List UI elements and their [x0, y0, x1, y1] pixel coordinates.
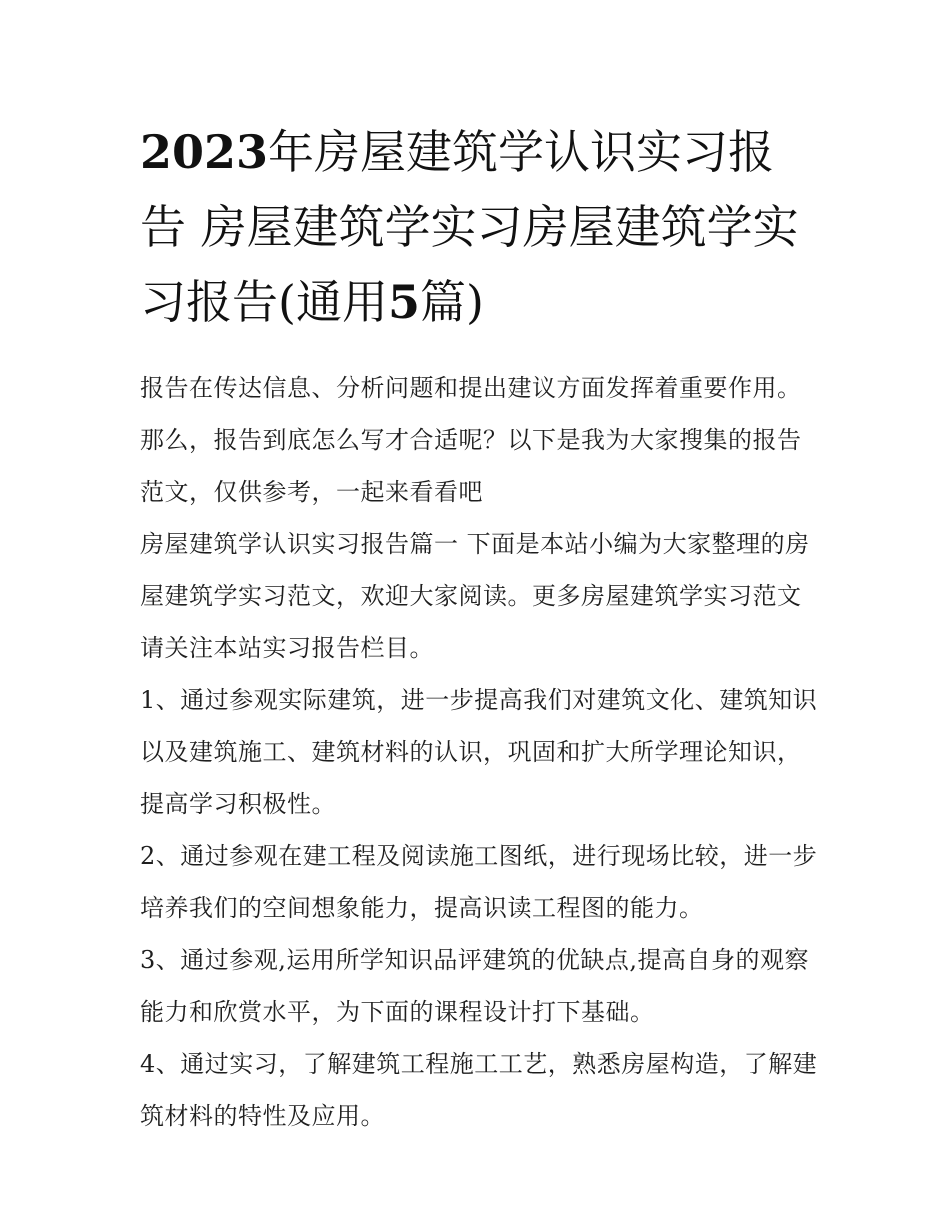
- document-body: [140, 362, 820, 1142]
- title-number: 2023: [140, 125, 269, 179]
- paragraph-item-2: 2、通过参观在建工程及阅读施工图纸，进行现场比较，进一步培养我们的空间想象能力，提高识读工程图的能力。: [140, 842, 818, 922]
- document-page: [140, 115, 820, 1142]
- paragraph-article-one: 房屋建筑学认识实习报告篇一 下面是本站小编为大家整理的房屋建筑学实习范文，欢迎大家阅读。更多房屋建筑学实习范文请关注本站实习报告栏目。: [140, 530, 810, 662]
- title-number: 5: [387, 275, 420, 329]
- paragraph-item-1: 1、通过参观实际建筑，进一步提高我们对建筑文化、建筑知识以及建筑施工、建筑材料的认识，巩固和扩大所学理论知识，提高学习积极性。: [140, 686, 818, 818]
- paragraph-item-4: 4、通过实习，了解建筑工程施工工艺，熟悉房屋构造，了解建筑材料的特性及应用。: [140, 1050, 818, 1130]
- paragraph-item-3: 3、通过参观,运用所学知识品评建筑的优缺点,提高自身的观察能力和欣赏水平，为下面的课程设计打下基础。: [140, 946, 810, 1026]
- paragraph-intro: 报告在传达信息、分析问题和提出建议方面发挥着重要作用。那么，报告到底怎么写才合适呢？以下是我为大家搜集的报告范文，仅供参考，一起来看看吧: [140, 374, 802, 506]
- document-title: 2023年房屋建筑学认识实习报告 房屋建筑学实习房屋建筑学实习报告(通用5篇): [140, 125, 799, 329]
